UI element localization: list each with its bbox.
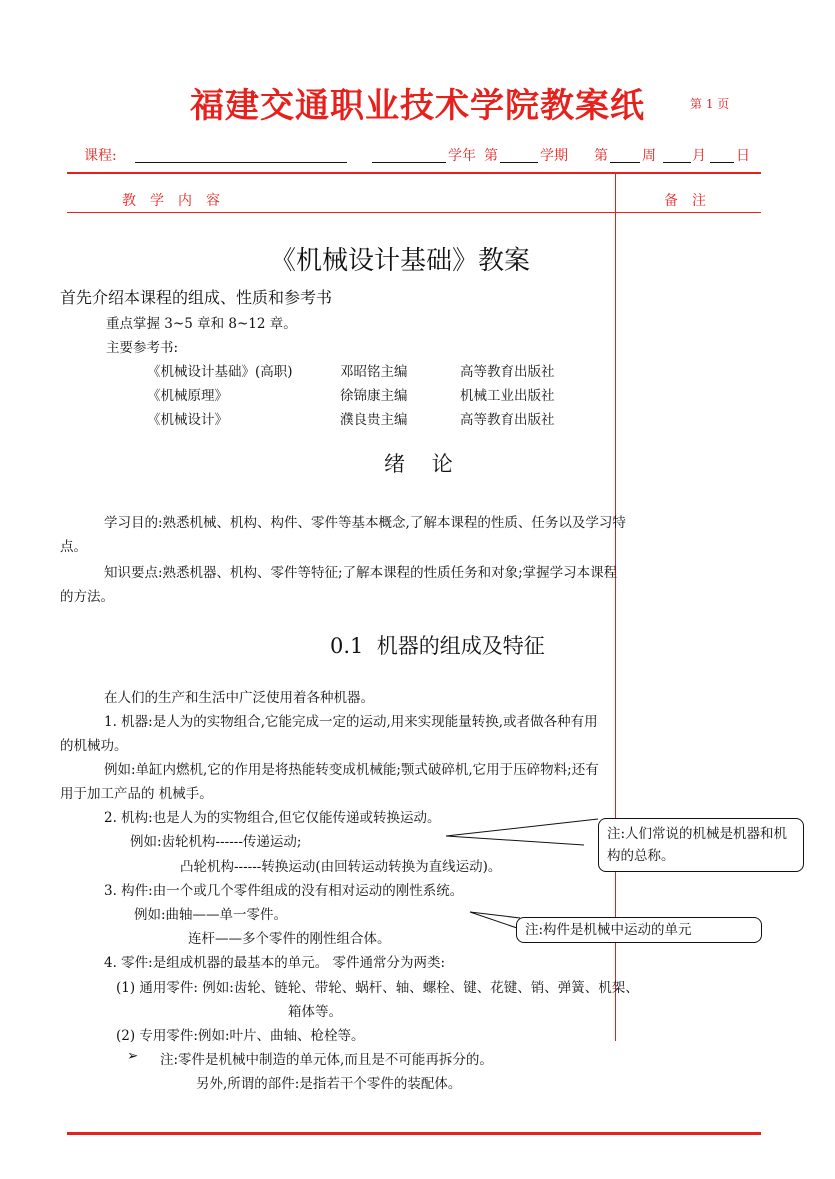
ref-publisher-1: 高等教育出版社 [460, 364, 555, 380]
machine-line-2: 的机械功。 [60, 738, 128, 754]
part-note-line-1: 注:零件是机械中制造的单元体,而且是不可能再拆分的。 [160, 1052, 493, 1068]
machine-callout: 注:人们常说的机械是机器和机构的总称。 [598, 818, 804, 872]
member-callout: 注:构件是机械中运动的单元 [516, 917, 762, 943]
general-part-line-1: (1) 通用零件: 例如:齿轮、链轮、带轮、蜗杆、轴、螺栓、键、花键、销、弹簧、机架、 [116, 980, 639, 996]
machine-callout-pointer [446, 819, 598, 845]
knowledge-line-1: 知识要点:熟悉机器、机构、零件等特征;了解本课程的性质任务和对象;掌握学习本课程 [104, 565, 618, 581]
course-label: 课程: [84, 148, 117, 164]
di2-label: 第 [594, 148, 608, 164]
focus-line: 重点掌握 3~5 章和 8~12 章。 [106, 316, 297, 332]
ref-book-2: 《机械原理》 [147, 388, 228, 404]
example-line-1: 例如:单缸内燃机,它的作用是将热能转变成机械能;颚式破碎机,它用于压碎物料;还有 [104, 762, 599, 778]
member-example-2: 连杆——多个零件的刚性组合体。 [188, 931, 391, 947]
member-line: 3. 构件:由一个或几个零件组成的没有相对运动的刚性系统。 [104, 883, 464, 899]
goal-line-2: 点。 [60, 539, 87, 555]
page-title: 福建交通职业技术学院教案纸 [190, 86, 645, 126]
goal-line-1: 学习目的:熟悉机械、机构、构件、零件等基本概念,了解本课程的性质、任务以及学习特 [104, 515, 626, 531]
member-callout-pointer [470, 912, 520, 929]
member-example-1: 例如:曲轴——单一零件。 [134, 907, 288, 923]
ref-author-2: 徐锦康主编 [340, 388, 408, 404]
special-part-line: (2) 专用零件:例如:叶片、曲轴、枪栓等。 [116, 1028, 365, 1044]
part-note-line-2: 另外,所谓的部件:是指若干个零件的装配体。 [196, 1076, 462, 1092]
machine-line-1: 1. 机器:是人为的实物组合,它能完成一定的运动,用来实现能量转换,或者做各种有用 [104, 714, 598, 730]
ref-author-3: 濮良贵主编 [340, 412, 408, 428]
bullet-icon: ➢ [127, 1048, 139, 1064]
example-line-2: 用于加工产品的 机械手。 [60, 786, 213, 802]
di-label: 第 [484, 148, 498, 164]
section-intro-title: 绪 论 [384, 452, 453, 476]
mechanism-example-2: 凸轮机构------转换运动(由回转运动转换为直线运动)。 [180, 859, 502, 875]
ref-publisher-3: 高等教育出版社 [460, 412, 555, 428]
section-01-title: 0.1 机器的组成及特征 [330, 634, 545, 658]
ref-book-1: 《机械设计基础》(高职) [147, 364, 293, 380]
usage-line: 在人们的生产和生活中广泛使用着各种机器。 [104, 690, 374, 706]
content-column-header: 教学内容 [122, 193, 234, 209]
intro-line: 首先介绍本课程的组成、性质和参考书 [60, 288, 333, 307]
mechanism-example-1: 例如:齿轮机构------传递运动; [130, 834, 302, 850]
xuenian-label: 学年 [448, 148, 476, 164]
yue-label: 月 [692, 148, 706, 164]
zhou-label: 周 [642, 148, 656, 164]
footer-rule [67, 1132, 761, 1135]
knowledge-line-2: 的方法。 [60, 589, 114, 605]
ri-label: 日 [736, 148, 750, 164]
xueqi-label: 学期 [540, 148, 568, 164]
notes-column-header: 备注 [664, 193, 720, 209]
ref-publisher-2: 机械工业出版社 [460, 388, 555, 404]
document-title: 《机械设计基础》教案 [270, 246, 531, 276]
page-number: 第 1 页 [690, 97, 730, 111]
refs-label: 主要参考书: [106, 340, 179, 356]
ref-author-1: 邓昭铭主编 [340, 364, 408, 380]
mechanism-line: 2. 机构:也是人为的实物组合,但它仅能传递或转换运动。 [104, 810, 441, 826]
general-part-line-2: 箱体等。 [288, 1004, 342, 1020]
ref-book-3: 《机械设计》 [147, 412, 228, 428]
part-line: 4. 零件:是组成机器的最基本的单元。 零件通常分为两类: [104, 955, 446, 971]
